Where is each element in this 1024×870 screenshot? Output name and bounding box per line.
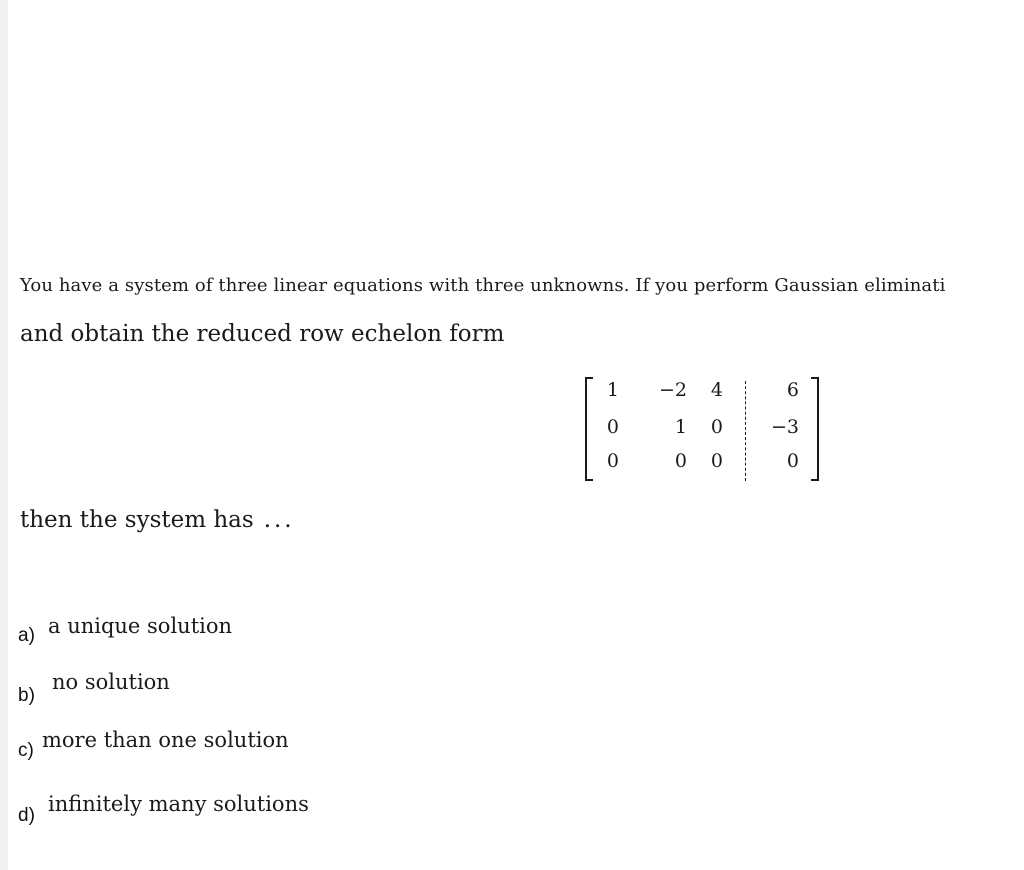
augmented-matrix [583, 375, 823, 483]
page-left-edge [0, 0, 8, 870]
question-line-1: You have a system of three linear equations with three unknowns. If you perform Gaussian eliminati [20, 275, 946, 296]
matrix-cell: 0 [786, 450, 799, 472]
option-text: infinitely many solutions [48, 792, 309, 816]
question-line-3-text: then the system has [20, 507, 254, 533]
option-text: more than one solution [42, 728, 289, 752]
matrix-cell: 0 [710, 416, 723, 438]
option-letter: d) [18, 805, 35, 826]
option-letter: a) [18, 625, 35, 646]
matrix-cell: 1 [606, 379, 619, 401]
matrix-cell: 0 [710, 450, 723, 472]
augmentation-divider [745, 381, 746, 481]
option-letter: c) [18, 740, 34, 761]
question-line-3 [20, 507, 295, 533]
matrix-cell: 6 [786, 379, 799, 401]
option-text: a unique solution [48, 614, 233, 638]
matrix-cell: 0 [606, 450, 619, 472]
matrix-cell: 4 [710, 379, 723, 401]
matrix-right-bracket [811, 377, 819, 481]
matrix-cell: −3 [770, 416, 799, 438]
question-line-2: and obtain the reduced row echelon form [20, 321, 505, 347]
matrix-cell: 0 [674, 450, 687, 472]
ellipsis: ... [263, 507, 295, 533]
matrix-cell: −2 [658, 379, 687, 401]
option-text: no solution [52, 670, 170, 694]
matrix-cell: 0 [606, 416, 619, 438]
option-letter: b) [18, 685, 35, 706]
matrix-cell: 1 [674, 416, 687, 438]
